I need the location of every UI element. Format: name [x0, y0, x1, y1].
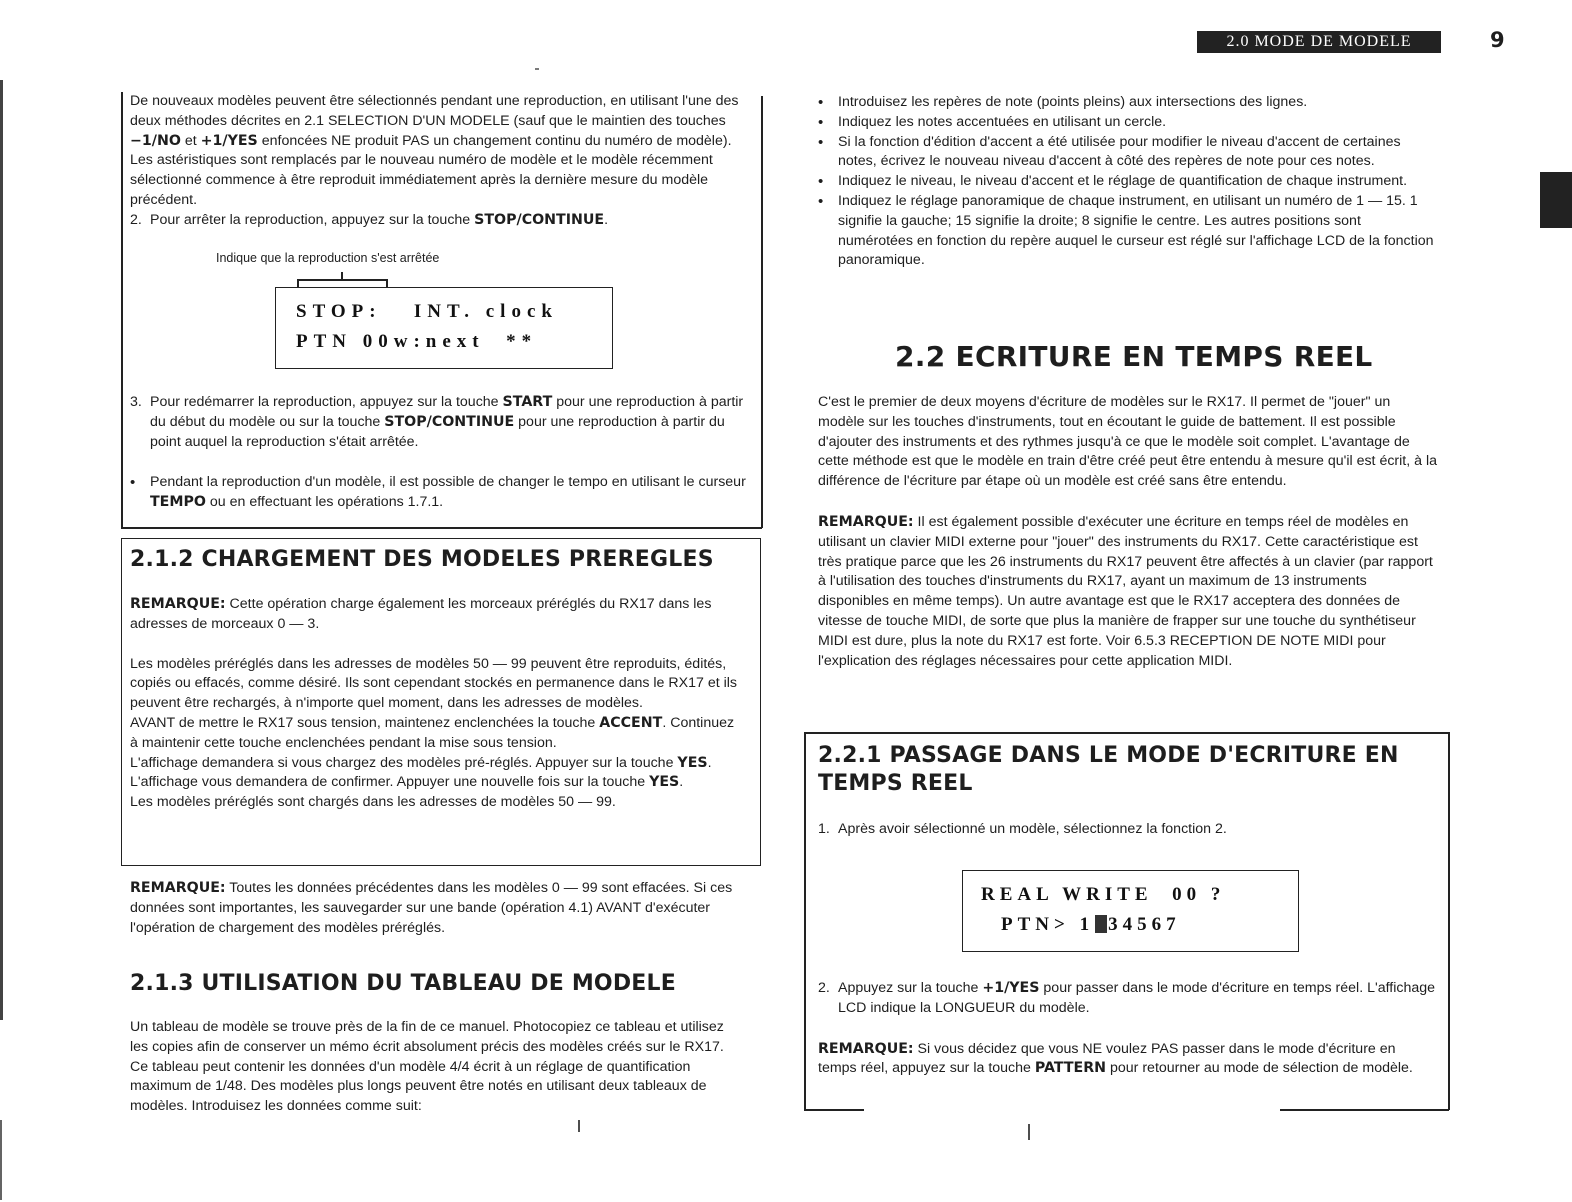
- bullet-item: • Indiquez le niveau, le niveau d'accent et le réglage de quantification de chaque instrument.: [818, 172, 1438, 192]
- realtime-intro: C'est le premier de deux moyens d'écriture de modèles sur le RX17. Il permet de "jouer" un modèle sur les touches d'instruments, tout en écoutant le guide de battement. Il est possible d'ajouter des instruments et des rythmes jusqu'à ce que le modèle soit complet. L'avantage de cette méthode est que le modèle en train d'être créé peut être entendu à mesure qu'il est écrit, à la différence de l'écriture par étape où un modèle est créé sans être entendu.: [818, 394, 1437, 490]
- bullet-item: • Si la fonction d'édition d'accent a été utilisée pour modifier le niveau d'accent de certaines notes, écrivez le nouveau niveau d'accent à côté des repères de note pour ces notes.: [818, 133, 1438, 173]
- binding-edge-mark: [0, 1120, 2, 1200]
- remark-presets-songs: REMARQUE: Cette opération charge également les morceaux préréglés du RX17 dans les adresses de morceaux 0 — 3.: [130, 596, 712, 632]
- binding-edge-mark: [0, 80, 3, 1020]
- frame-line: [121, 527, 762, 529]
- s221-step-1-block: [818, 820, 1438, 840]
- section-2-2-body: [818, 393, 1438, 671]
- lcd-cursor-block: [1095, 915, 1107, 933]
- lcd2-line-2: PTN> 1 34567: [1001, 914, 1181, 935]
- presets-loaded: Les modèles préréglés sont chargés dans les adresses de modèles 50 — 99.: [130, 794, 616, 811]
- right-thumb-tab: [1540, 172, 1572, 228]
- bullet-item: • Introduisez les repères de note (points pleins) aux intersections des lignes.: [818, 93, 1438, 113]
- frame-line: [1448, 732, 1450, 1110]
- s221-step-2-block: [818, 979, 1438, 1079]
- section-2-2-title: 2.2 ECRITURE EN TEMPS REEL: [895, 340, 1373, 373]
- frame-line: [761, 96, 763, 528]
- caption-bracket: [297, 279, 299, 287]
- presets-power-on: AVANT de mettre le RX17 sous tension, maintenez enclenchées la touche ACCENT. Continuez à maintenir cette touche enclenchées pendant la mise sous tension.: [130, 714, 735, 751]
- right-bullets: [818, 93, 1438, 271]
- left-intro-block: [130, 92, 750, 231]
- frame-line: [804, 732, 1449, 734]
- lcd1-line-2: PTN 00w:next **: [296, 331, 538, 352]
- section-2-2-1-title: 2.2.1 PASSAGE DANS LE MODE D'ECRITURE EN TEMPS REEL: [818, 743, 1399, 796]
- presets-paragraph: Les modèles préréglés dans les adresses de modèles 50 — 99 peuvent être reproduits, édités, copiés ou effacés, comme désiré. Ils sont cependant stockés en permanence dans le RX17 et ils peuvent être rechargés, à n'importe quel moment, dans les adresses de modèles.: [130, 655, 737, 712]
- lcd-display-real-write: [962, 870, 1299, 952]
- remark-midi: REMARQUE: Il est également possible d'exécuter une écriture en temps réel de modèles en utilisant un clavier MIDI externe pour "jouer" des instruments du RX17. Cette caractéristique est très pratique parce que les 26 instruments du RX17 peuvent être affectés à un clavier (par rapport à l'utilisation des touches d'instruments du RX17, ayant un maximum de 13 instruments disponibles en même temps). Un autre avantage est que le RX17 acceptera des données de vitesse de touche MIDI, de sorte que plus la manière de frapper sur une touche du synthétiseur MIDI est dure, plus la note du RX17 est forte. Voir 6.5.3 RECEPTION DE NOTE MIDI pour l'explication des réglages nécessaires pour cette application MIDI.: [818, 513, 1433, 669]
- left-steps-block: [130, 393, 750, 513]
- frame-line: [804, 1109, 864, 1111]
- lcd-display-stop: [275, 287, 613, 369]
- caption-bracket: [341, 272, 343, 280]
- section-2-1-3-body: [130, 1018, 745, 1117]
- s221-step-1: 1. Après avoir sélectionné un modèle, sélectionnez la fonction 2.: [818, 821, 1227, 837]
- frame-line: [804, 732, 806, 1110]
- section-2-1-2-body: [130, 595, 745, 813]
- remark-erase: REMARQUE: Toutes les données précédentes dans les modèles 0 — 99 sont effacées. Si ces données sont importantes, les sauvegarder sur une bande (opération 4.1) AVANT d'exécuter l'opération de chargement des modèles préréglés.: [130, 880, 733, 936]
- step-3: 3. Pour redémarrer la reproduction, appuyez sur la touche START pour une reproduction à partir du début du modèle ou sur la touche STOP/CONTINUE pour une reproduction à partir du point auquel la reproduction s'était arrêtée.: [130, 394, 744, 450]
- page-number: 9: [1490, 28, 1505, 52]
- lcd1-line-1: STOP: INT. clock: [296, 301, 558, 322]
- pattern-table-paragraph: Un tableau de modèle se trouve près de la fin de ce manuel. Photocopiez ce tableau et utilisez les copies afin de conserver un mémo écrit absolument précis des modèles créés sur le RX17. Ce tableau peut contenir les données d'un modèle 4/4 écrit à un réglage de quantification maximum de 1/48. Des modèles plus longs peuvent être notés en utilisant deux tableaux de modèles. Introduisez les données comme suit:: [130, 1019, 724, 1115]
- scan-speck: [535, 68, 539, 70]
- running-header: 2.0 MODE DE MODELE: [1197, 31, 1441, 53]
- frame-line: [1280, 1109, 1449, 1111]
- presets-confirm: L'affichage demandera si vous chargez des modèles pré-réglés. Appuyer sur la touche YES. L'affichage vous demandera de confirmer. Appuyer une nouvelle fois sur la touche YES.: [130, 754, 712, 791]
- bullet-item: • Indiquez les notes accentuées en utilisant un cercle.: [818, 113, 1438, 133]
- scan-speck: [1028, 1124, 1030, 1140]
- section-2-1-3-title: 2.1.3 UTILISATION DU TABLEAU DE MODELE: [130, 971, 676, 996]
- s221-step-2: 2. Appuyez sur la touche +1/YES pour passer dans le mode d'écriture en temps réel. L'affichage LCD indique la LONGUEUR du modèle.: [818, 980, 1436, 1016]
- remark-erase-block: [130, 879, 745, 938]
- intro-paragraph: De nouveaux modèles peuvent être sélectionnés pendant une reproduction, en utilisant l'une des deux méthodes décrites en 2.1 SELECTION D'UN MODELE (sauf que le maintien des touches −1/NO et +1/YES enfoncées NE produit PAS un changement continu du numéro de modèle). Les astéristiques sont remplacés par le nouveau numéro de modèle et le modèle récemment sélectionné commence à être reproduit immédiatement après la dernière mesure du modèle précédent.: [130, 93, 739, 208]
- scan-speck: [578, 1120, 580, 1132]
- frame-line: [121, 92, 123, 528]
- bullet-tempo: • Pendant la reproduction d'un modèle, il est possible de changer le tempo en utilisant le curseur TEMPO ou en effectuant les opérations 1.7.1.: [130, 473, 750, 513]
- lcd2-line-1: REAL WRITE 00 ?: [981, 884, 1226, 905]
- bullet-item: • Indiquez le réglage panoramique de chaque instrument, en utilisant un numéro de 1 — 15. 1 signifie la gauche; 15 signifie la droite; 8 signifie le centre. Les autres positions sont numérotées en fonction du repère auquel le curseur est réglé sur l'affichage LCD de la fonction panoramique.: [818, 192, 1438, 271]
- step-2: 2. Pour arrêter la reproduction, appuyez sur la touche STOP/CONTINUE.: [130, 211, 609, 228]
- remark-cancel: REMARQUE: Si vous décidez que vous NE voulez PAS passer dans le mode d'écriture en temps réel, appuyez sur la touche PATTERN pour retourner au mode de sélection de modèle.: [818, 1040, 1413, 1077]
- section-2-1-2-title: 2.1.2 CHARGEMENT DES MODELES PREREGLES: [130, 547, 714, 572]
- lcd1-caption: Indique que la reproduction s'est arrêtée: [216, 251, 440, 265]
- caption-bracket: [386, 279, 388, 287]
